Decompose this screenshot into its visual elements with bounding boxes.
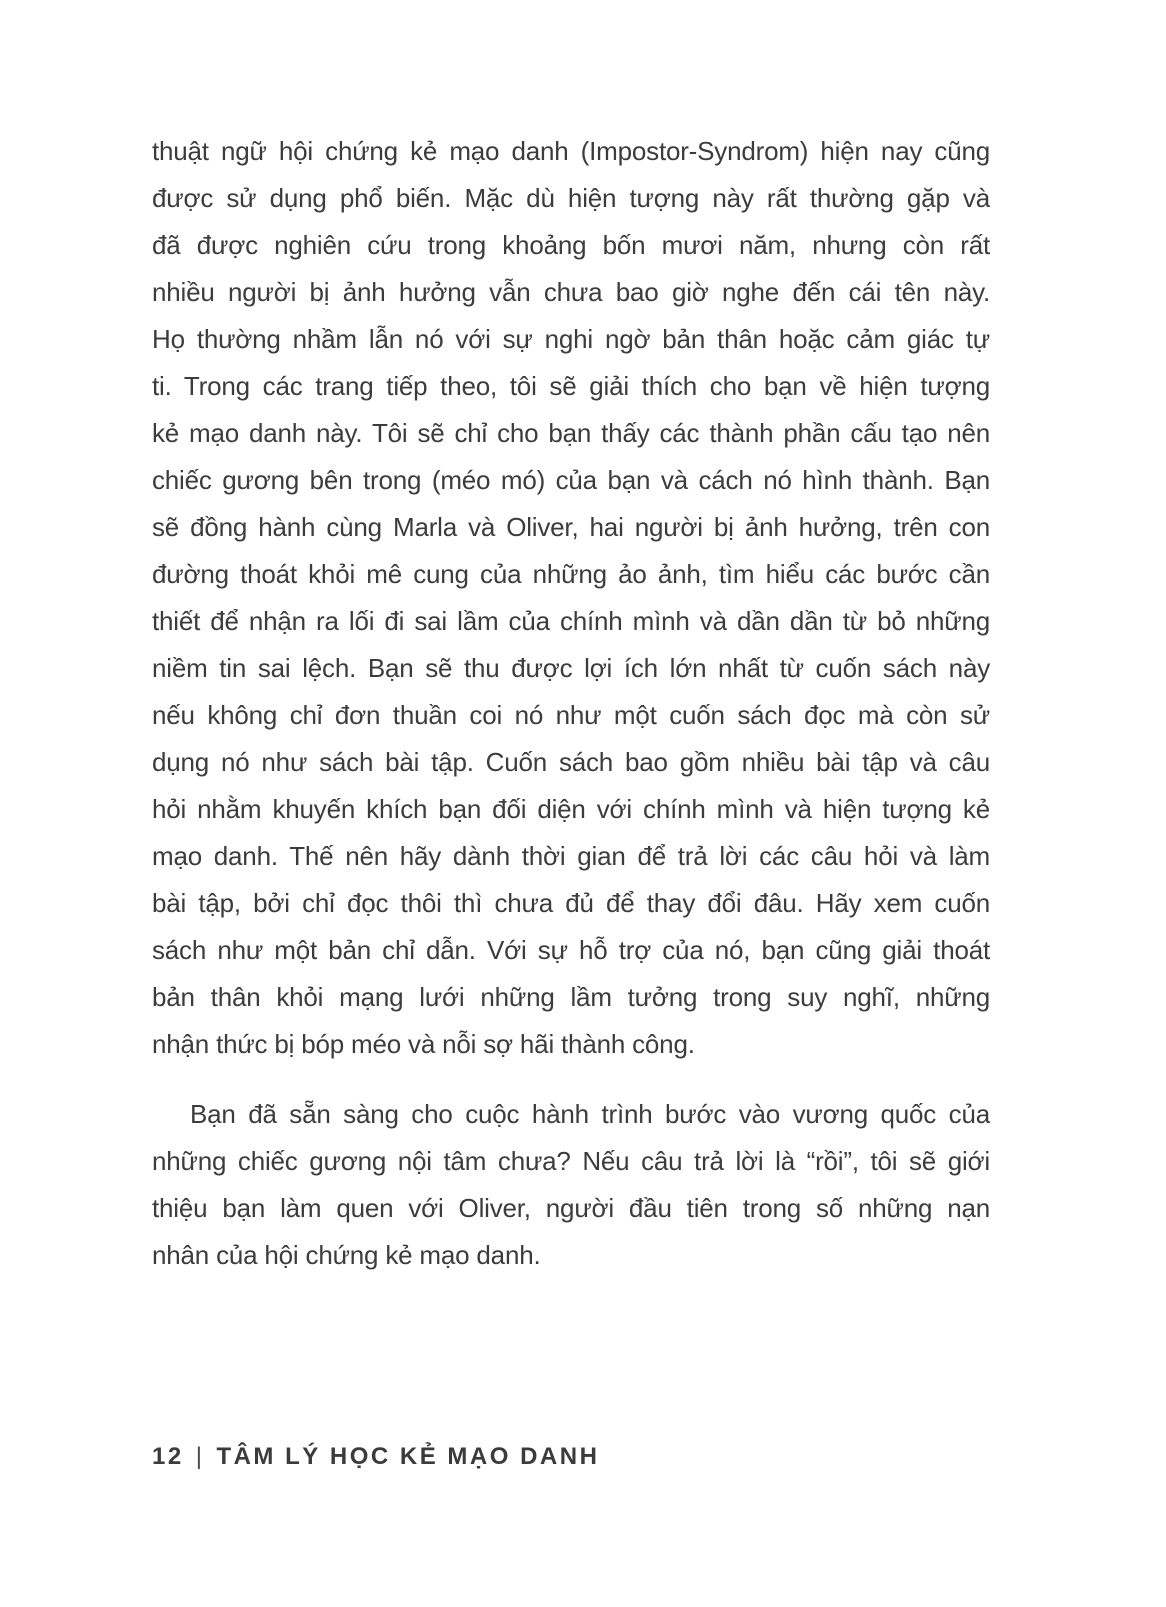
text-line: chiếc gương bên trong (méo mó) của bạn và cách nó hình thành. Bạn [152, 465, 990, 495]
text-line: hỏi nhằm khuyến khích bạn đối diện với chính mình và hiện tượng kẻ [152, 794, 990, 824]
text-line: nhân của hội chứng kẻ mạo danh. [152, 1240, 541, 1270]
text-line: bản thân khỏi mạng lưới những lầm tưởng trong suy nghĩ, những [152, 982, 990, 1012]
text-line: niềm tin sai lệch. Bạn sẽ thu được lợi ích lớn nhất từ cuốn sách này [152, 653, 990, 683]
text-line: ti. Trong các trang tiếp theo, tôi sẽ giải thích cho bạn về hiện tượng [152, 371, 990, 401]
text-line: sẽ đồng hành cùng Marla và Oliver, hai người bị ảnh hưởng, trên con [152, 512, 990, 542]
paragraph-1 [152, 128, 990, 1068]
text-line: thiết để nhận ra lối đi sai lầm của chính mình và dần dần từ bỏ những [152, 606, 990, 636]
text-line: thiệu bạn làm quen với Oliver, người đầu tiên trong số những nạn [152, 1193, 990, 1223]
running-title: TÂM LÝ HỌC KẺ MẠO DANH [216, 1443, 600, 1470]
footer-separator: | [195, 1443, 205, 1470]
page-number: 12 [152, 1443, 184, 1470]
text-line: sách như một bản chỉ dẫn. Với sự hỗ trợ của nó, bạn cũng giải thoát [152, 935, 990, 965]
text-line: nhận thức bị bóp méo và nỗi sợ hãi thành công. [152, 1029, 695, 1059]
text-line: những chiếc gương nội tâm chưa? Nếu câu trả lời là “rồi”, tôi sẽ giới [152, 1146, 990, 1176]
text-line: dụng nó như sách bài tập. Cuốn sách bao gồm nhiều bài tập và câu [152, 747, 990, 777]
text-line: Bạn đã sẵn sàng cho cuộc hành trình bước vào vương quốc của [190, 1099, 990, 1129]
text-line: nếu không chỉ đơn thuần coi nó như một cuốn sách đọc mà còn sử [152, 700, 990, 730]
text-line: Họ thường nhầm lẫn nó với sự nghi ngờ bản thân hoặc cảm giác tự [152, 324, 990, 354]
body-text [152, 128, 990, 1279]
text-line: đường thoát khỏi mê cung của những ảo ảnh, tìm hiểu các bước cần [152, 559, 990, 589]
text-line: thuật ngữ hội chứng kẻ mạo danh (Impostor-Syndrom) hiện nay cũng [152, 136, 990, 166]
text-line: nhiều người bị ảnh hưởng vẫn chưa bao giờ nghe đến cái tên này. [152, 277, 990, 307]
text-line: đã được nghiên cứu trong khoảng bốn mươi năm, nhưng còn rất [152, 230, 990, 260]
text-line: được sử dụng phổ biến. Mặc dù hiện tượng này rất thường gặp và [152, 183, 990, 213]
page-footer [152, 1442, 599, 1472]
text-line: kẻ mạo danh này. Tôi sẽ chỉ cho bạn thấy các thành phần cấu tạo nên [152, 418, 990, 448]
text-line: bài tập, bởi chỉ đọc thôi thì chưa đủ để thay đổi đâu. Hãy xem cuốn [152, 888, 990, 918]
text-line: mạo danh. Thế nên hãy dành thời gian để trả lời các câu hỏi và làm [152, 841, 990, 871]
paragraph-2 [152, 1091, 990, 1279]
